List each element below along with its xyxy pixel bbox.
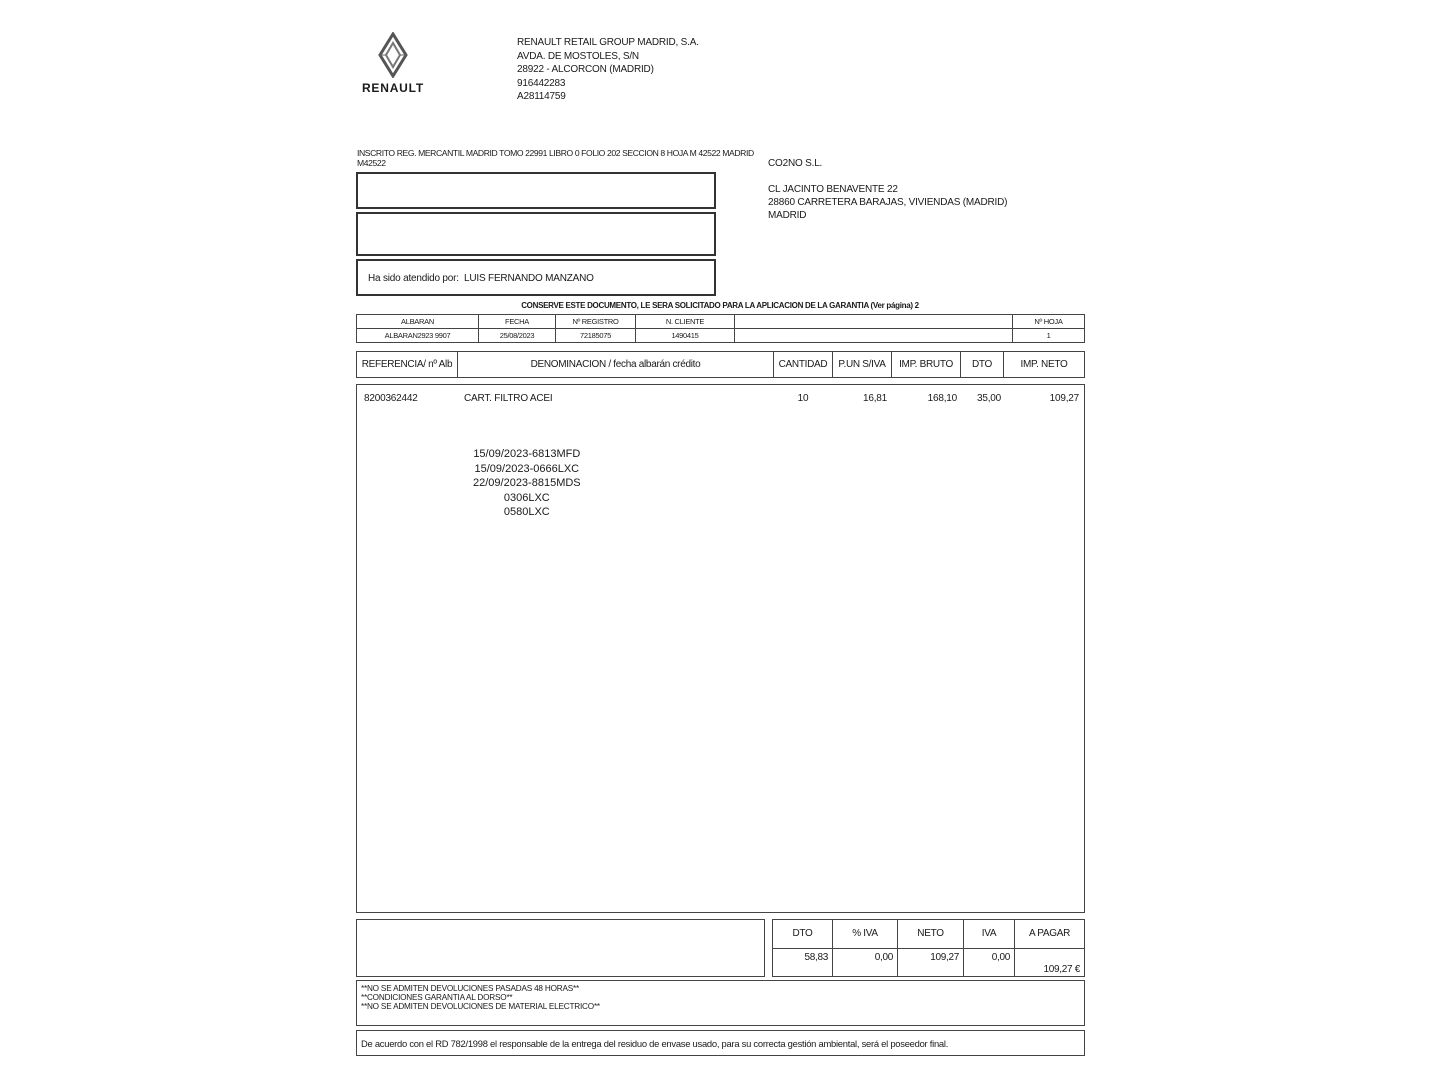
- item-bruto: 168,10: [927, 393, 957, 404]
- registry-info: INSCRITO REG. MERCANTIL MADRID TOMO 22991 LIBRO 0 FOLIO 202 SECCION 8 HOJA M 42522 MADRID M42522: [357, 148, 754, 168]
- col-precio: P.UN S/IVA: [833, 352, 892, 378]
- col-bruto: IMP. BRUTO: [892, 352, 961, 378]
- attended-box: [356, 259, 716, 296]
- note-line: 0580LXC: [503, 506, 550, 518]
- empty-totals-box: [356, 919, 765, 977]
- item-cantidad: 10: [797, 393, 809, 404]
- warranty-notice: CONSERVE ESTE DOCUMENTO, LE SERA SOLICITADO PARA LA APLICACION DE LA GARANTIA (Ver página) 2: [521, 301, 919, 310]
- info-header-hoja: Nº HOJA: [1013, 315, 1085, 329]
- item-notes: [473, 447, 581, 520]
- note-line: 15/09/2023-6813MFD: [473, 448, 581, 460]
- info-value-hoja: 1: [1013, 329, 1085, 343]
- totals-header-apagar: A PAGAR: [1015, 920, 1085, 949]
- client-info: [768, 157, 1007, 222]
- info-header-registro: Nº REGISTRO: [556, 315, 636, 329]
- totals-value-iva: 0,00: [964, 948, 1015, 977]
- info-value-row: [357, 329, 1085, 343]
- info-value-fecha: 25/08/2023: [479, 329, 556, 343]
- environmental-notice: De acuerdo con el RD 782/1998 el responsable de la entrega del residuo de envase usado, para su correcta gestión ambiental, será el poseedor final.: [356, 1030, 1085, 1056]
- note-line: 22/09/2023-8815MDS: [473, 477, 581, 489]
- info-value-blank: [735, 329, 1013, 343]
- col-denominacion: DENOMINACION / fecha albarán crédito: [458, 352, 774, 378]
- totals-value-apagar: 109,27 €: [1015, 948, 1085, 977]
- company-info: [517, 36, 699, 104]
- totals-header-iva-pct: % IVA: [833, 920, 898, 949]
- client-address-line: MADRID: [768, 210, 807, 221]
- attended-name: LUIS FERNANDO MANZANO: [464, 273, 594, 284]
- attended-by: [368, 273, 594, 284]
- note-line: 0306LXC: [503, 491, 550, 504]
- renault-logo: [356, 32, 430, 98]
- company-phone: 916442283: [517, 77, 566, 89]
- col-referencia: REFERENCIA/ nº Alb: [357, 352, 458, 378]
- client-name: CO2NO S.L.: [768, 158, 823, 169]
- return-policy: [356, 980, 1085, 1026]
- totals-header-iva: IVA: [964, 920, 1015, 949]
- totals-value-row: [773, 948, 1085, 977]
- info-header-fecha: FECHA: [479, 315, 556, 329]
- item-referencia: 8200362442: [364, 393, 418, 404]
- renault-diamond-icon: [356, 32, 430, 78]
- client-address-line: 28860 CARRETERA BARAJAS, VIVIENDAS (MADRID): [768, 197, 1008, 208]
- info-value-cliente: 1490415: [636, 329, 735, 343]
- note-line: 15/09/2023-0666LXC: [474, 462, 580, 475]
- info-header-albaran: ALBARAN: [357, 315, 479, 329]
- info-header-blank: [735, 315, 1013, 329]
- totals-table: [772, 919, 1085, 977]
- item-precio: 16,81: [862, 393, 887, 404]
- client-address-line: CL JACINTO BENAVENTE 22: [768, 184, 898, 195]
- info-header-cliente: N. CLIENTE: [636, 315, 735, 329]
- col-cantidad: CANTIDAD: [774, 352, 833, 378]
- brand-name: RENAULT: [361, 81, 425, 95]
- company-name: RENAULT RETAIL GROUP MADRID, S.A.: [517, 37, 699, 48]
- totals-header-row: [773, 920, 1085, 949]
- info-header-row: [357, 315, 1085, 329]
- items-body: [356, 384, 1085, 913]
- policy-line: **CONDICIONES GARANTIA AL DORSO**: [361, 993, 513, 1003]
- info-value-registro: 72185075: [556, 329, 636, 343]
- col-dto: DTO: [961, 352, 1004, 378]
- info-value-albaran: ALBARAN2923 9907: [357, 329, 479, 343]
- attended-label: Ha sido atendido por:: [368, 273, 459, 284]
- totals-header-neto: NETO: [898, 920, 964, 949]
- company-address: AVDA. DE MOSTOLES, S/N: [517, 50, 639, 62]
- col-neto: IMP. NETO: [1004, 352, 1085, 378]
- totals-value-dto: 58,83: [773, 948, 833, 977]
- item-neto: 109,27: [1049, 393, 1079, 404]
- totals-value-neto: 109,27: [898, 948, 964, 977]
- totals-value-iva-pct: 0,00: [833, 948, 898, 977]
- policy-line: **NO SE ADMITEN DEVOLUCIONES PASADAS 48 HORAS**: [361, 984, 579, 993]
- company-city: 28922 - ALCORCON (MADRID): [517, 64, 654, 76]
- company-tax-id: A28114759: [517, 91, 566, 103]
- policy-line: **NO SE ADMITEN DEVOLUCIONES DE MATERIAL ELECTRICO**: [361, 1002, 600, 1012]
- empty-box: [356, 212, 716, 256]
- empty-box: [356, 172, 716, 209]
- totals-header-dto: DTO: [773, 920, 833, 949]
- item-denominacion: CART. FILTRO ACEI: [464, 393, 553, 404]
- items-header: [356, 351, 1085, 378]
- item-dto: 35,00: [976, 393, 1001, 404]
- document-info-table: [356, 314, 1085, 343]
